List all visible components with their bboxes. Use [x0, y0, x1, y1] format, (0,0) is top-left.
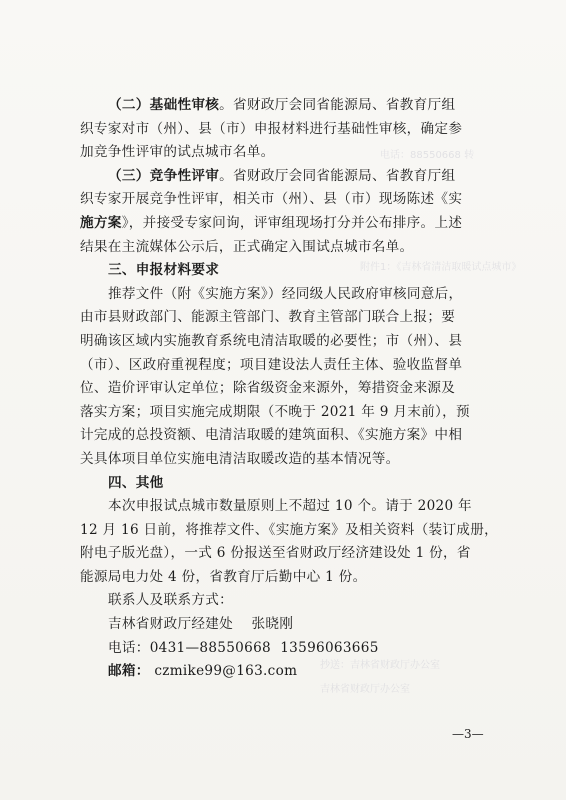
paragraph-line: 本次申报试点城市数量原则上不超过 10 个。请于 2020 年	[108, 498, 472, 515]
document-body	[80, 94, 500, 684]
bleed-through-text: 抄送：吉林省财政厅办公室	[320, 660, 440, 671]
subsection-heading: （三）竞争性评审	[108, 167, 220, 184]
bleed-through-text: 吉林省财政厅办公室	[320, 684, 410, 695]
paragraph-line: 位、造价评审认定单位；除省级资金来源外，筹措资金来源及	[80, 380, 456, 397]
paragraph-line: 推荐文件（附《实施方案》）经同级人民政府审核同意后，	[108, 285, 463, 302]
paragraph-line: （市）、区政府重视程度；项目建设法人责任主体、验收监督单	[80, 356, 463, 373]
paragraph-line: 计完成的总投资额、电清洁取暖的建筑面积、《实施方案》中相	[80, 427, 463, 444]
paragraph-line: 织专家对市（州）、县（市）申报材料进行基础性审核，确定参	[80, 120, 463, 137]
contact-org: 吉林省财政厅经建处 张晓刚	[108, 616, 294, 633]
paragraph-line: （三）竞争性评审。省财政厅会同省能源局、省教育厅组	[108, 167, 456, 184]
bleed-through-text: 电话：88550668 转	[380, 150, 475, 161]
contact-person: 张晓刚	[251, 616, 294, 633]
page-number: —3—	[452, 727, 484, 741]
bleed-through-text: 附件1：《吉林省清洁取暖试点城市》	[360, 262, 522, 273]
email-address: czmike99@163.com	[154, 663, 298, 680]
section-heading: 四、其他	[108, 474, 164, 491]
section-heading: 三、申报材料要求	[108, 262, 220, 279]
paragraph-line: （二）基础性审核。省财政厅会同省能源局、省教育厅组	[108, 97, 456, 113]
paragraph-line: 12 月 16 日前，将推荐文件、《实施方案》及相关资料（装订成册，	[80, 521, 498, 538]
paragraph-line: 施方案》，并接受专家问询，评审组现场打分并公布排序。上述	[80, 214, 463, 231]
contact-phone: 电话：0431—88550668 13596063665	[108, 639, 379, 656]
contact-email: 邮箱： czmike99@163.com	[108, 663, 298, 680]
contact-title: 联系人及联系方式：	[108, 592, 234, 609]
contact-mobile: 13596063665	[280, 639, 379, 656]
paragraph-line: 明确该区域内实施教育系统电清洁取暖的必要性；市（州）、县	[80, 332, 463, 349]
paragraph-line: 能源局电力处 4 份，省教育厅后勤中心 1 份。	[80, 568, 367, 585]
paragraph-line: 织专家开展竞争性评审，相关市（州）、县（市）现场陈述《实	[80, 191, 463, 208]
paragraph-line: 附电子版光盘），一式 6 份报送至省财政厅经济建设处 1 份，省	[80, 545, 471, 562]
paragraph-line: 落实方案；项目实施完成期限（不晚于 2021 年 9 月末前），预	[80, 403, 470, 420]
paragraph-line: 由市县财政部门、能源主管部门、教育主管部门联合上报；要	[80, 309, 456, 326]
paragraph-line: 结果在主流媒体公示后，正式确定入围试点城市名单。	[80, 238, 414, 255]
paragraph-line: 加竞争性评审的试点城市名单。	[80, 144, 275, 161]
paragraph-line: 关具体项目单位实施电清洁取暖改造的基本情况等。	[80, 450, 400, 467]
subsection-heading: （二）基础性审核	[108, 97, 220, 113]
